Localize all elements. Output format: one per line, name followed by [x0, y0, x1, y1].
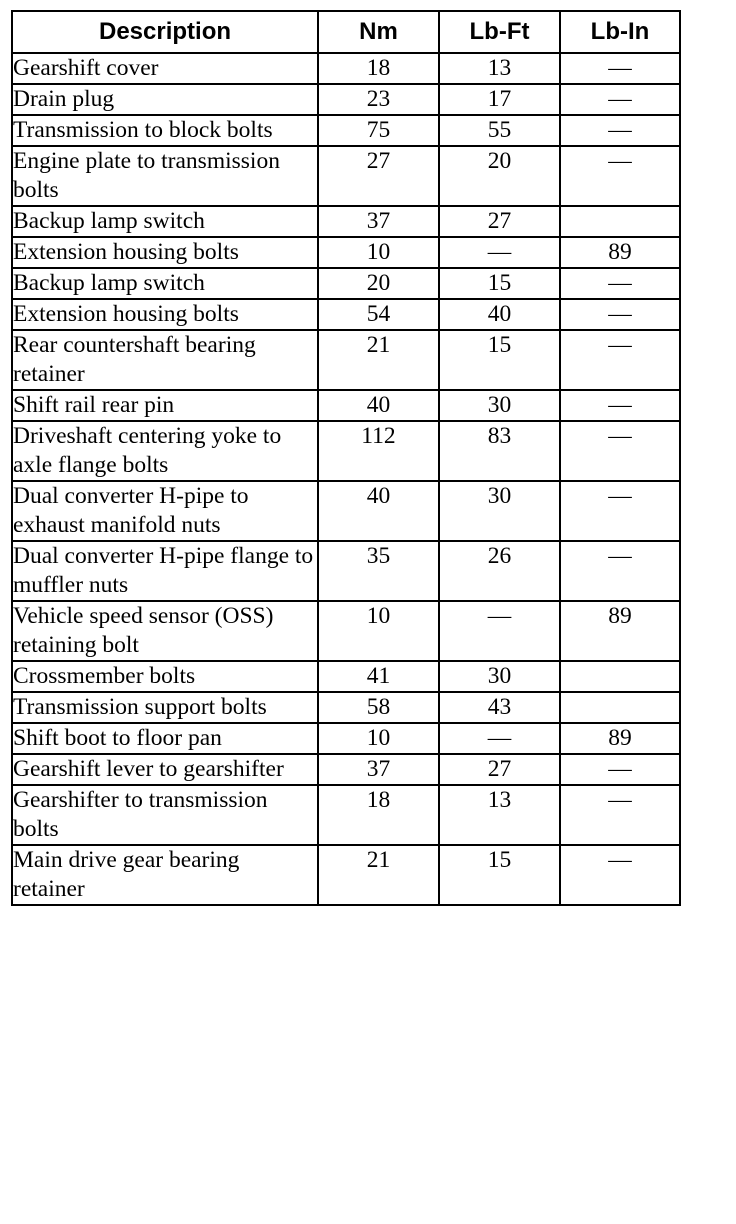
cell-description: Backup lamp switch	[12, 268, 318, 299]
cell-lb-ft: 20	[439, 146, 560, 206]
cell-lb-in: —	[560, 53, 680, 84]
cell-lb-in: 89	[560, 601, 680, 661]
cell-lb-in: —	[560, 330, 680, 390]
table-row	[12, 146, 680, 206]
header-description: Description	[12, 11, 318, 53]
cell-nm: 10	[318, 723, 439, 754]
cell-description: Gearshift cover	[12, 53, 318, 84]
cell-nm: 54	[318, 299, 439, 330]
cell-lb-ft: 43	[439, 692, 560, 723]
header-nm: Nm	[318, 11, 439, 53]
cell-lb-ft: 15	[439, 268, 560, 299]
cell-nm: 75	[318, 115, 439, 146]
cell-nm: 18	[318, 785, 439, 845]
cell-nm: 35	[318, 541, 439, 601]
cell-description: Transmission to block bolts	[12, 115, 318, 146]
table-row	[12, 53, 680, 84]
cell-description: Rear countershaft bearing retainer	[12, 330, 318, 390]
table-row	[12, 268, 680, 299]
cell-lb-in: —	[560, 390, 680, 421]
cell-description: Shift boot to floor pan	[12, 723, 318, 754]
table-row	[12, 299, 680, 330]
table-row	[12, 785, 680, 845]
cell-description: Transmission support bolts	[12, 692, 318, 723]
cell-nm: 37	[318, 754, 439, 785]
table-row	[12, 754, 680, 785]
cell-lb-in	[560, 692, 680, 723]
cell-lb-ft: —	[439, 237, 560, 268]
table-row	[12, 421, 680, 481]
cell-lb-in	[560, 661, 680, 692]
cell-lb-ft: 13	[439, 785, 560, 845]
table-row	[12, 390, 680, 421]
cell-lb-in: —	[560, 785, 680, 845]
torque-spec-table	[11, 10, 681, 906]
cell-lb-in: —	[560, 541, 680, 601]
table-body	[12, 53, 680, 905]
cell-lb-ft: 17	[439, 84, 560, 115]
cell-nm: 21	[318, 330, 439, 390]
cell-description: Drain plug	[12, 84, 318, 115]
cell-lb-ft: 83	[439, 421, 560, 481]
table-row	[12, 330, 680, 390]
cell-nm: 23	[318, 84, 439, 115]
cell-lb-in: —	[560, 146, 680, 206]
header-lb-ft: Lb-Ft	[439, 11, 560, 53]
table-row	[12, 481, 680, 541]
cell-nm: 10	[318, 237, 439, 268]
cell-lb-in: —	[560, 421, 680, 481]
cell-nm: 10	[318, 601, 439, 661]
table-row	[12, 115, 680, 146]
cell-description: Shift rail rear pin	[12, 390, 318, 421]
cell-lb-in: 89	[560, 237, 680, 268]
table-row	[12, 845, 680, 905]
cell-lb-ft: 26	[439, 541, 560, 601]
table-row	[12, 601, 680, 661]
cell-lb-ft: 15	[439, 845, 560, 905]
cell-description: Gearshifter to transmission bolts	[12, 785, 318, 845]
cell-nm: 58	[318, 692, 439, 723]
cell-description: Dual converter H-pipe flange to muffler nuts	[12, 541, 318, 601]
header-lb-in: Lb-In	[560, 11, 680, 53]
cell-lb-in: —	[560, 754, 680, 785]
cell-lb-in: —	[560, 84, 680, 115]
cell-lb-ft: 27	[439, 754, 560, 785]
header-row	[12, 11, 680, 53]
cell-description: Main drive gear bearing retainer	[12, 845, 318, 905]
cell-description: Extension housing bolts	[12, 237, 318, 268]
cell-lb-in: 89	[560, 723, 680, 754]
cell-lb-ft: 55	[439, 115, 560, 146]
cell-nm: 18	[318, 53, 439, 84]
cell-nm: 37	[318, 206, 439, 237]
cell-lb-ft: —	[439, 723, 560, 754]
cell-lb-ft: —	[439, 601, 560, 661]
cell-lb-ft: 30	[439, 661, 560, 692]
cell-description: Dual converter H-pipe to exhaust manifold nuts	[12, 481, 318, 541]
cell-description: Extension housing bolts	[12, 299, 318, 330]
cell-description: Gearshift lever to gearshifter	[12, 754, 318, 785]
cell-lb-in: —	[560, 299, 680, 330]
cell-lb-in: —	[560, 845, 680, 905]
cell-lb-ft: 13	[439, 53, 560, 84]
cell-lb-in	[560, 206, 680, 237]
cell-lb-ft: 27	[439, 206, 560, 237]
cell-lb-in: —	[560, 481, 680, 541]
table-row	[12, 206, 680, 237]
cell-nm: 27	[318, 146, 439, 206]
cell-lb-ft: 40	[439, 299, 560, 330]
cell-lb-in: —	[560, 115, 680, 146]
cell-description: Driveshaft centering yoke to axle flange bolts	[12, 421, 318, 481]
cell-description: Vehicle speed sensor (OSS) retaining bolt	[12, 601, 318, 661]
cell-nm: 40	[318, 390, 439, 421]
cell-nm: 20	[318, 268, 439, 299]
cell-description: Backup lamp switch	[12, 206, 318, 237]
cell-nm: 41	[318, 661, 439, 692]
table-row	[12, 84, 680, 115]
table-header	[12, 11, 680, 53]
table-row	[12, 661, 680, 692]
cell-description: Crossmember bolts	[12, 661, 318, 692]
cell-lb-ft: 30	[439, 481, 560, 541]
cell-nm: 40	[318, 481, 439, 541]
cell-lb-ft: 30	[439, 390, 560, 421]
cell-lb-in: —	[560, 268, 680, 299]
table-row	[12, 692, 680, 723]
cell-nm: 21	[318, 845, 439, 905]
cell-nm: 112	[318, 421, 439, 481]
table-row	[12, 237, 680, 268]
cell-description: Engine plate to transmission bolts	[12, 146, 318, 206]
table-row	[12, 541, 680, 601]
table-row	[12, 723, 680, 754]
cell-lb-ft: 15	[439, 330, 560, 390]
